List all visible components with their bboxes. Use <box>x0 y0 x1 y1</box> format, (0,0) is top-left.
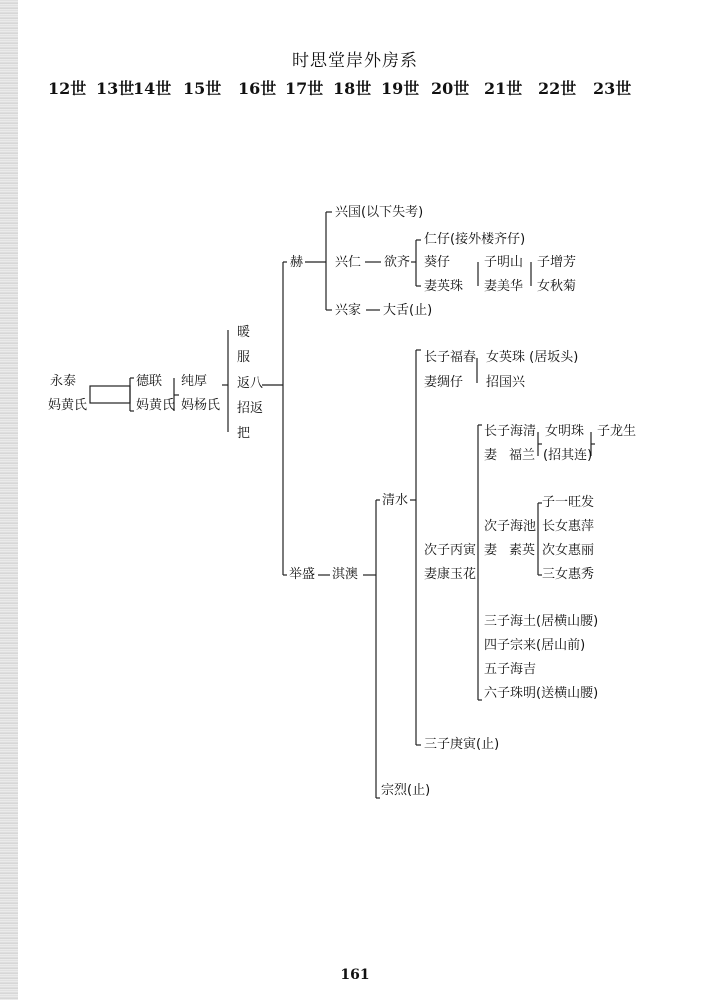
person-name: 仁仔(接外楼齐仔) <box>424 232 526 247</box>
person-name: 大舌(止) <box>383 303 433 318</box>
person-name: 妻英珠 <box>424 279 464 294</box>
person-name: 永泰 <box>50 374 77 389</box>
person-name: 妻 <box>484 543 498 558</box>
person-name: 德联 <box>136 374 163 389</box>
person-name: 服 <box>237 350 251 365</box>
person-name: 举盛 <box>289 567 316 582</box>
person-name: 兴国(以下失考) <box>335 205 424 220</box>
person-name: 暖 <box>237 325 251 340</box>
person-name: 长女惠萍 <box>542 519 595 534</box>
person-name: 长子海清 <box>484 424 537 439</box>
person-name: 三女惠秀 <box>542 567 595 582</box>
person-name: 妻康玉花 <box>424 567 477 582</box>
generation-label: 20世 <box>431 79 470 98</box>
person-name: 子龙生 <box>597 424 637 439</box>
person-name: 兴家 <box>335 303 362 318</box>
person-name: 次女惠丽 <box>542 543 595 558</box>
page-title: 时思堂岸外房系 <box>292 51 418 71</box>
person-name: 把 <box>237 426 251 441</box>
generation-label: 23世 <box>593 79 632 98</box>
generation-label: 12世 <box>48 79 87 98</box>
person-name: 清水 <box>382 493 409 508</box>
person-name: 妈黄氏 <box>136 398 176 413</box>
person-name: 三子海土(居横山腰) <box>484 614 599 629</box>
person-name: 子增芳 <box>537 255 577 270</box>
person-name: 三子庚寅(止) <box>424 737 500 752</box>
person-name: 女明珠 <box>545 424 585 439</box>
person-name: 返八 <box>237 376 264 391</box>
generation-label: 21世 <box>484 79 523 98</box>
person-name: 淇澳 <box>332 567 359 582</box>
person-name: 次子丙寅 <box>424 543 477 558</box>
generation-label: 13世 <box>96 79 135 98</box>
person-name: 招国兴 <box>486 375 526 390</box>
person-name: 欲齐 <box>384 255 411 270</box>
person-name: 妻 <box>484 448 498 463</box>
person-name: 赫 <box>290 255 304 270</box>
person-name: 妻绸仔 <box>424 375 464 390</box>
person-name: 女秋菊 <box>537 279 577 294</box>
generation-label: 17世 <box>285 79 324 98</box>
person-name: 兴仁 <box>335 255 362 270</box>
person-name: 妻美华 <box>484 279 524 294</box>
page-number: 161 <box>340 967 370 983</box>
generation-label: 19世 <box>381 79 420 98</box>
person-name: 长子福春 <box>424 350 477 365</box>
person-name: 五子海吉 <box>484 662 537 677</box>
generation-label: 14世 <box>133 79 172 98</box>
person-name: 四子宗来(居山前) <box>484 638 586 653</box>
person-name: 妈杨氏 <box>181 398 221 413</box>
person-name: 纯厚 <box>181 374 208 389</box>
generation-label: 18世 <box>333 79 372 98</box>
generation-label: 22世 <box>538 79 577 98</box>
person-name: 六子珠明(送横山腰) <box>484 686 599 701</box>
person-name: 福兰 <box>509 448 536 463</box>
person-name: 女英珠 (居坂头) <box>486 350 579 365</box>
person-name: (招其连) <box>543 448 593 463</box>
generation-label: 16世 <box>238 79 277 98</box>
person-name: 子一旺发 <box>542 495 595 510</box>
person-name: 次子海池 <box>484 519 537 534</box>
person-name: 素英 <box>509 543 536 558</box>
person-name: 宗烈(止) <box>381 783 431 798</box>
person-name: 招返 <box>237 401 264 416</box>
generation-label: 15世 <box>183 79 222 98</box>
person-name: 妈黄氏 <box>48 398 88 413</box>
person-name: 葵仔 <box>424 255 451 270</box>
person-name: 子明山 <box>484 255 524 270</box>
